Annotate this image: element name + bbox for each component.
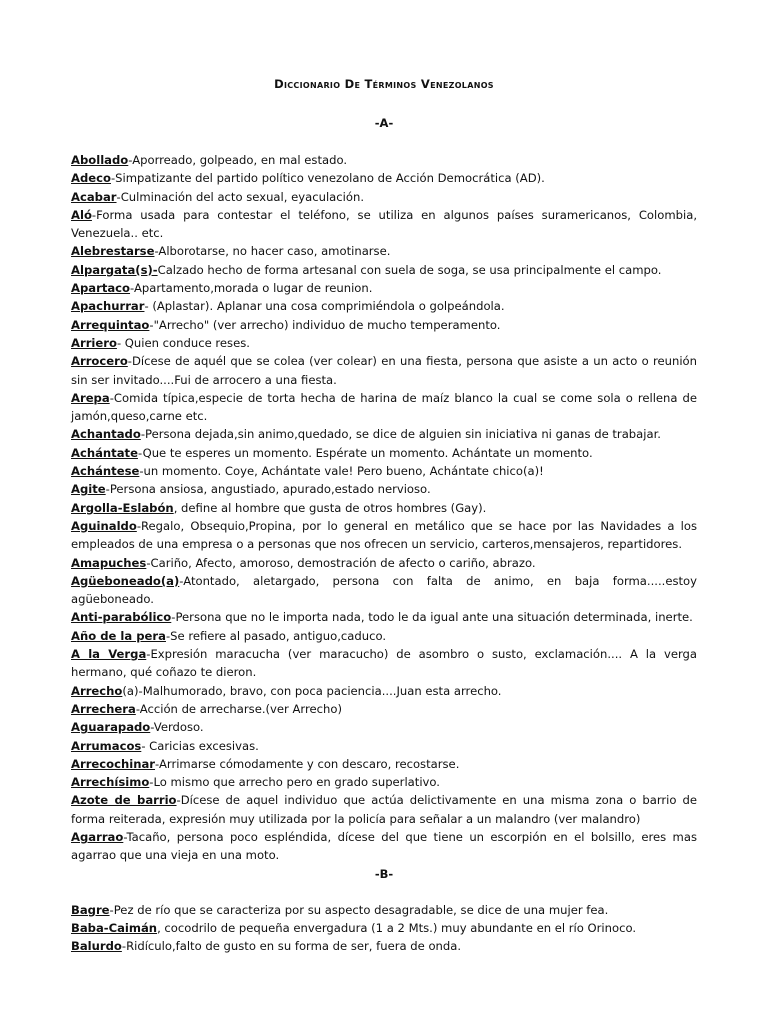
document-title: Diccionario De Términos Venezolanos — [274, 77, 494, 91]
glossary-entry — [71, 608, 697, 626]
entry-separator: - — [165, 628, 171, 643]
entry-separator: - — [127, 354, 132, 369]
glossary-entry — [71, 425, 697, 443]
entry-separator: - — [105, 482, 110, 497]
entry-definition: Que te esperes un momento. Espérate un momento. Achántate un momento. — [142, 445, 593, 460]
entry-term: Arrequintao — [71, 317, 150, 332]
entry-term: Arepa — [71, 390, 110, 405]
glossary-entry — [71, 682, 697, 700]
entry-definition: Dícese de aquél que se colea (ver colear) en una fiesta, persona que asiste a un acto o reunión sin ser invitado....Fui de arrocero a una fiesta. — [71, 354, 697, 387]
entry-definition: Culminación del acto sexual, eyaculación. — [120, 189, 365, 204]
entry-term: Azote de barrio — [71, 793, 177, 808]
glossary-entry — [71, 206, 697, 243]
entry-term: Arrecochinar — [71, 756, 156, 771]
entry-separator: - — [141, 738, 146, 753]
glossary-entry — [71, 791, 697, 828]
entry-term: Aguarapado — [71, 720, 151, 735]
entry-definition: Ridículo,falto de gusto en su forma de ser, fuera de onda. — [126, 939, 462, 954]
entry-term: Agite — [71, 482, 106, 497]
entry-definition: , define al hombre que gusta de otros hombres (Gay). — [173, 500, 487, 515]
glossary-entry — [71, 901, 697, 919]
entry-term: Abollado — [71, 153, 129, 167]
glossary-entry — [71, 554, 697, 572]
entry-separator: - — [110, 171, 116, 186]
entry-term: Amapuches — [71, 555, 147, 570]
entry-definition: "Arrecho" (ver arrecho) individuo de mucho temperamento. — [153, 317, 501, 332]
glossary-entry — [71, 316, 697, 334]
entry-term: Año de la pera — [71, 628, 166, 643]
glossary-entry — [71, 773, 697, 791]
entry-term: Arrechera — [71, 701, 136, 716]
glossary-entry — [71, 937, 697, 955]
glossary-entry — [71, 151, 697, 169]
glossary-entry — [71, 279, 697, 297]
entry-term: Alpargata(s)- — [71, 262, 158, 277]
entry-separator: - — [154, 244, 159, 259]
entry-term: Arrechísimo — [71, 775, 150, 790]
entry-term: Arrecho — [71, 683, 123, 698]
entry-separator: - — [155, 756, 159, 771]
entry-separator: - — [91, 207, 97, 222]
entry-definition: (Aplastar). Aplanar una cosa comprimiéndola o golpeándola. — [148, 299, 505, 314]
entry-term: Aguinaldo — [71, 518, 137, 533]
section-heading: -A- — [374, 116, 394, 130]
entry-term: Baba-Caimán — [71, 920, 158, 935]
entry-definition: Verdoso. — [153, 720, 204, 735]
entry-separator: - — [149, 317, 154, 332]
section-heading: -B- — [374, 866, 394, 881]
glossary-entry — [71, 297, 697, 315]
entry-separator: - — [140, 427, 145, 442]
entry-definition: , cocodrilo de pequeña envergadura (1 a 2 Mts.) muy abundante en el río Orinoco. — [157, 920, 637, 935]
entry-definition: Atontado, aletargado, persona con falta de animo, en baja forma.....estoy agüeboneado. — [71, 573, 697, 607]
entry-definition: Caricias excesivas. — [145, 738, 259, 753]
entry-term: Achántate — [71, 445, 138, 460]
entry-separator: - — [130, 281, 134, 296]
entry-definition: Tacaño, persona poco espléndida, dícese del que tiene un escorpión en el bolsillo, eres mas agarrao que una vieja en una moto. — [71, 829, 697, 863]
entry-definition: Comida típica,especie de torta hecha de harina de maíz blanco la cual se come sola o rellena de jamón,queso,carne etc. — [71, 390, 697, 424]
entry-term: Arrocero — [71, 354, 128, 369]
glossary-entry — [71, 645, 697, 682]
entry-term: Alebrestarse — [71, 244, 155, 259]
entry-definition: (a)-Malhumorado, bravo, con poca paciencia....Juan esta arrecho. — [122, 683, 502, 698]
entry-separator: - — [149, 775, 154, 790]
entry-definition: Simpatizante del partido político venezolano de Acción Democrática (AD). — [115, 171, 545, 186]
entry-separator: - — [137, 445, 143, 460]
entry-definition: Pez de río que se caracteriza por su aspecto desagradable, se dice de una mujer fea. — [113, 902, 609, 917]
glossary-entry — [71, 334, 697, 352]
entry-separator: - — [135, 701, 140, 716]
glossary-entry — [71, 261, 697, 279]
entry-term: Bagre — [71, 902, 110, 917]
entry-definition: Persona que no le importa nada, todo le da igual ante una situación determinada, inerte. — [175, 610, 693, 625]
entry-separator: - — [128, 153, 133, 167]
entry-separator: - — [144, 299, 149, 314]
entry-term: Acabar — [71, 189, 117, 204]
entry-definition: Lo mismo que arrecho pero en grado superlativo. — [153, 775, 440, 790]
entry-separator: - — [123, 829, 127, 844]
entry-term: Arrumacos — [71, 738, 142, 753]
glossary-entry — [71, 188, 697, 206]
entry-separator: - — [116, 335, 122, 350]
entry-definition: Persona dejada,sin animo,quedado, se dice de alguien sin iniciativa ni ganas de trabajar. — [145, 427, 661, 442]
entry-separator: - — [109, 390, 114, 405]
entry-definition: Regalo, Obsequio,Propina, por lo general en metálico que se hace por las Navidades a los empleados de una empresa o a personas que nos ofrecen un servicio, carteros,mensajeros, repartidores. — [71, 518, 697, 552]
entry-separator: - — [121, 939, 127, 954]
entry-separator: - — [146, 555, 151, 570]
entry-separator: - — [150, 720, 154, 735]
entry-term: A la Verga — [71, 647, 147, 662]
entry-definition: Se refiere al pasado, antiguo,caduco. — [170, 628, 387, 643]
entry-separator: - — [146, 647, 151, 662]
entry-definition: Alborotarse, no hacer caso, amotinarse. — [158, 244, 391, 259]
glossary-entry — [71, 572, 697, 609]
glossary-entry — [71, 919, 697, 937]
entry-separator: - — [179, 573, 184, 588]
glossary-entry — [71, 444, 697, 462]
entry-term: Apachurrar — [71, 299, 145, 314]
entry-term: Anti-parabólico — [71, 610, 172, 625]
entry-definition: Calzado hecho de forma artesanal con suela de soga, se usa principalmente el campo. — [157, 262, 662, 277]
entry-separator: - — [116, 189, 121, 204]
entry-separator: - — [139, 464, 144, 479]
glossary-entry — [71, 627, 697, 645]
glossary-entry — [71, 169, 697, 187]
entry-term: Arriero — [71, 335, 117, 350]
entry-definition: Persona ansiosa, angustiado, apurado,estado nervioso. — [109, 482, 431, 497]
glossary-body — [71, 114, 697, 955]
glossary-entry — [71, 462, 697, 480]
glossary-entry — [71, 389, 697, 426]
entry-separator: - — [176, 793, 181, 808]
entry-term: Apartaco — [71, 281, 131, 296]
entry-definition: Apartamento,morada o lugar de reunion. — [133, 281, 373, 296]
entry-separator: - — [171, 610, 176, 625]
glossary-entry — [71, 480, 697, 498]
glossary-entry — [71, 517, 697, 554]
document-page — [71, 0, 697, 955]
entry-separator: - — [109, 902, 114, 917]
entry-definition: Dícese de aquel individuo que actúa delictivamente en una misma zona o barrio de forma reiterada, expresión muy utilizada por la policía para señalar a un malandro (ver malandro) — [71, 793, 697, 826]
glossary-entry — [71, 718, 697, 736]
entry-term: Agarrao — [71, 829, 124, 844]
entry-definition: Cariño, Afecto, amoroso, demostración de afecto o cariño, abrazo. — [150, 555, 536, 570]
glossary-entry — [71, 755, 697, 773]
entry-definition: Acción de arrecharse.(ver Arrecho) — [139, 701, 342, 716]
entry-term: Argolla-Eslabón — [71, 500, 174, 515]
entry-term: Balurdo — [71, 939, 122, 954]
glossary-entry — [71, 242, 697, 260]
glossary-entry — [71, 828, 697, 865]
entry-definition: Quien conduce reses. — [121, 335, 250, 350]
glossary-entry — [71, 737, 697, 755]
entry-term: Achantado — [71, 427, 141, 442]
entry-definition: Arrimarse cómodamente y con descaro, recostarse. — [158, 756, 460, 771]
glossary-entry — [71, 700, 697, 718]
entry-definition: Forma usada para contestar el teléfono, se utiliza en algunos países suramericanos, Colombia, Venezuela.. etc. — [71, 207, 697, 241]
glossary-entry — [71, 499, 697, 517]
entry-term: Agüeboneado(a) — [71, 573, 180, 588]
entry-term: Achántese — [71, 464, 140, 479]
entry-definition: Aporreado, golpeado, en mal estado. — [132, 153, 348, 167]
entry-term: Adeco — [71, 171, 111, 186]
entry-separator: - — [136, 518, 142, 533]
glossary-entry — [71, 352, 697, 389]
entry-term: Aló — [71, 207, 92, 222]
entry-definition: Expresión maracucha (ver maracucho) de asombro o susto, exclamación.... A la verga hermano, qué coñazo te dieron. — [71, 647, 697, 680]
entry-definition: un momento. Coye, Achántate vale! Pero bueno, Achántate chico(a)! — [143, 464, 544, 479]
